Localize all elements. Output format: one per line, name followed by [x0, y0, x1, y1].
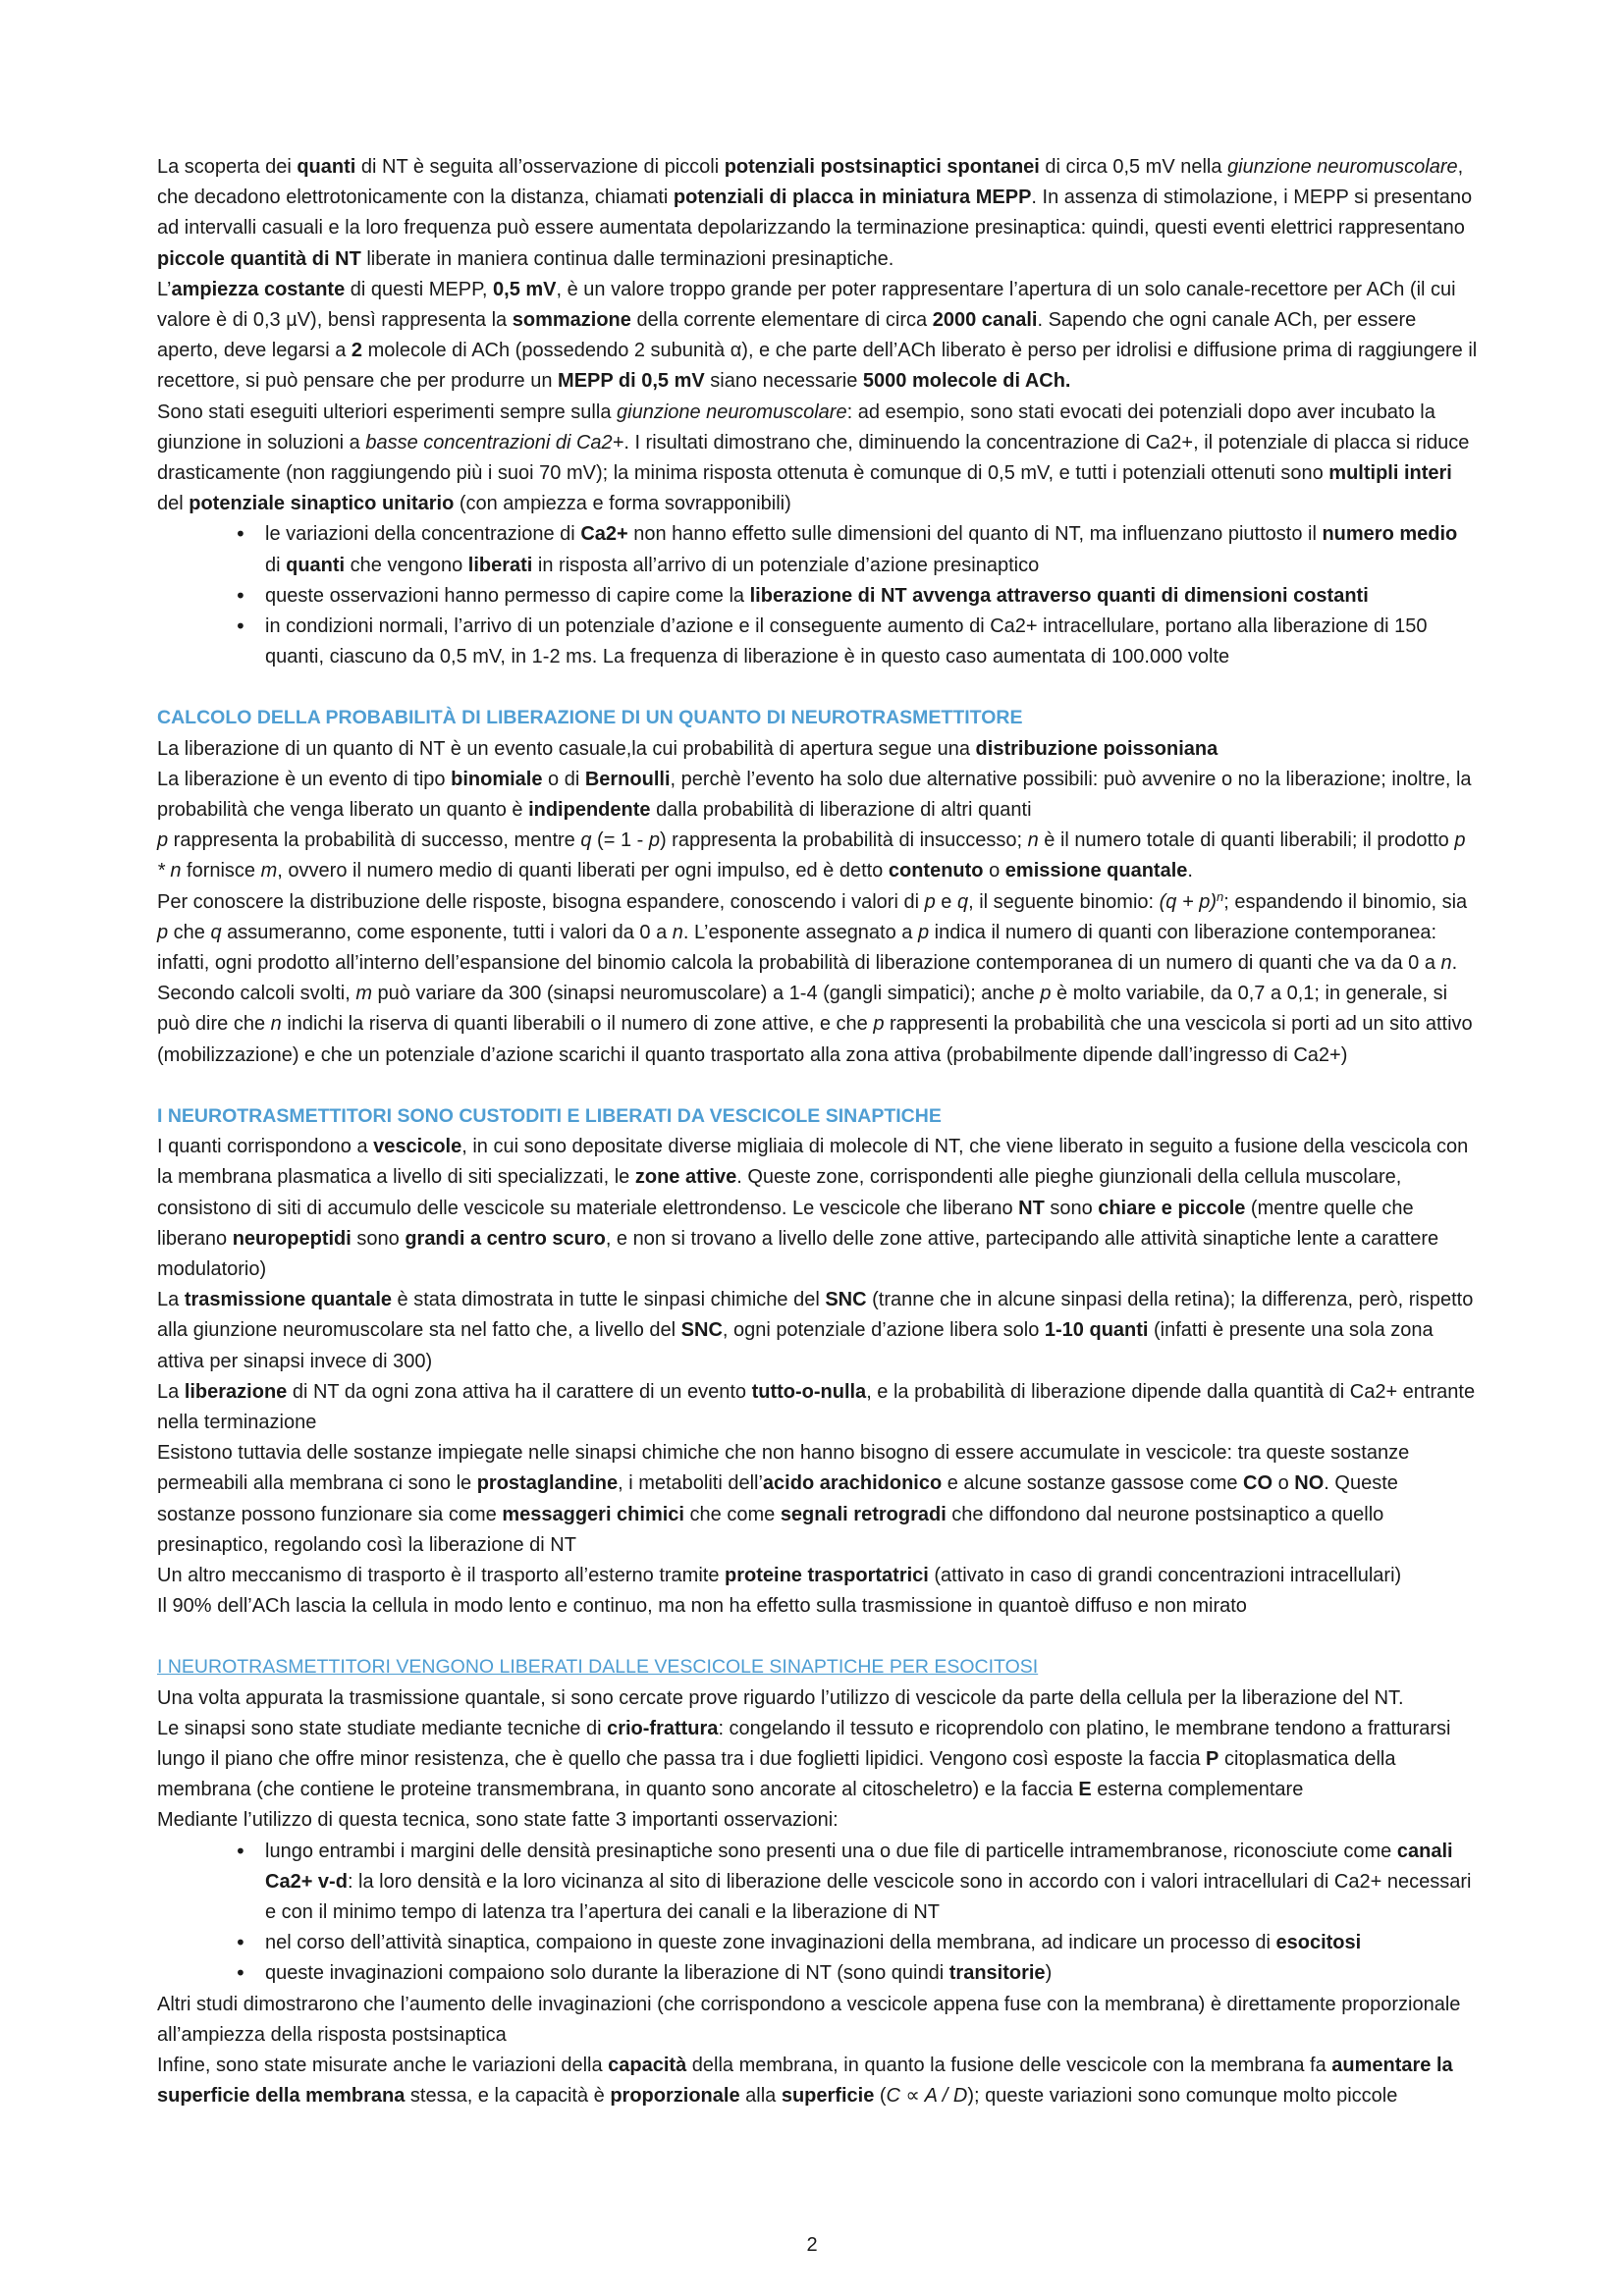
text-run: m: [260, 860, 278, 882]
text-run: molecole di ACh (possedendo 2 subunità α), e che parte dell’ACh liberato è perso per idrolisi e diffusione prima di raggiungere il recettore, si può pensare che per produrre un: [157, 340, 1478, 393]
section: [157, 703, 1478, 1070]
text-run: (: [874, 2085, 887, 2108]
text-run: siano necessarie: [704, 370, 863, 393]
text-run: Un altro meccanismo di trasporto è il trasporto all’esterno tramite: [157, 1564, 726, 1586]
text-run: (mentre quelle che liberano: [157, 1197, 1414, 1250]
text-run: MEPP di 0,5 mV: [558, 370, 705, 393]
text-run: giunzione neuromuscolare: [617, 400, 847, 423]
text-run: Una volta appurata la trasmissione quantale, si sono cercate prove riguardo l’utilizzo di vescicole da parte della cellula per la liberazione del NT.: [157, 1686, 1404, 1709]
text-run: canali Ca2+ v-d: [265, 1840, 1453, 1893]
text-run: lungo entrambi i margini delle densità presinaptiche sono presenti una o due file di particelle intramembranose, riconosciute come: [265, 1840, 1397, 1862]
text-run: potenziale sinaptico unitario: [189, 493, 455, 515]
text-run: NO: [1294, 1472, 1325, 1495]
text-run: neuropeptidi: [232, 1227, 352, 1250]
text-run: Il 90% dell’ACh lascia la cellula in modo lento e continuo, ma non ha effetto sulla trasmissione in quantoè diffuso e non mirato: [157, 1595, 1247, 1618]
text-run: p: [1040, 983, 1052, 1005]
text-run: P: [1206, 1747, 1219, 1770]
text-run: (con ampiezza e forma sovrapponibili): [454, 493, 791, 515]
paragraph: [157, 887, 1478, 980]
text-run: trasmissione quantale: [184, 1289, 392, 1311]
text-run: liberati: [467, 554, 533, 576]
text-run: del: [157, 493, 189, 515]
text-run: zone attive: [634, 1166, 737, 1189]
text-run: Bernoulli: [584, 768, 671, 790]
text-run: acido arachidonico: [762, 1472, 943, 1495]
text-run: nel corso dell’attività sinaptica, compaiono in queste zone invaginazioni della membrana, ad indicare un processo di: [265, 1932, 1276, 1954]
text-run: emissione quantale: [1004, 860, 1188, 882]
text-run: non hanno effetto sulle dimensioni del quanto di NT, ma influenzano piuttosto il: [627, 523, 1323, 546]
text-run: Esistono tuttavia delle sostanze impiegate nelle sinapsi chimiche che non hanno bisogno di essere accumulate in vescicole: tra queste sostanze permeabili alla membrana ci sono le: [157, 1442, 1410, 1495]
paragraph: [157, 1591, 1478, 1622]
list-item: [157, 612, 1478, 672]
text-run: esocitosi: [1275, 1932, 1362, 1954]
text-run: queste osservazioni hanno permesso di capire come la: [265, 584, 750, 607]
text-run: p * n: [157, 829, 1466, 882]
text-run: 2000 canali: [932, 309, 1038, 332]
section-heading: I NEUROTRASMETTITORI SONO CUSTODITI E LIBERATI DA VESCICOLE SINAPTICHE: [157, 1104, 942, 1127]
text-run: o: [983, 860, 1005, 882]
text-run: La liberazione di un quanto di NT è un evento casuale,la cui probabilità di apertura segue una: [157, 737, 976, 760]
page-number: 2: [806, 2234, 818, 2256]
text-run: sono: [1044, 1197, 1099, 1219]
text-run: p: [924, 890, 936, 913]
document-body: [157, 152, 1478, 2111]
text-run: , che decadono elettrotonicamente con la distanza, chiamati: [157, 156, 1464, 209]
text-run: che diffondono dal neurone postsinaptico a quello presinaptico, regolando così la liberazione di NT: [157, 1503, 1384, 1556]
text-run: potenziali di placca in miniatura MEPP: [673, 187, 1032, 209]
text-run: 5000 molecole di ACh.: [862, 370, 1071, 393]
text-run: capacità: [608, 2054, 687, 2076]
text-run: sommazione: [512, 309, 631, 332]
text-run: può variare da 300 (sinapsi neuromuscolare) a 1-4 (gangli simpatici); anche: [372, 983, 1041, 1005]
text-run: contenuto: [888, 860, 984, 882]
text-run: , e non si trovano a livello delle zone attive, partecipando alle attività sinaptiche lente a carattere modulatorio): [157, 1227, 1439, 1280]
text-run: , il seguente binomio:: [968, 890, 1160, 913]
text-run: La: [157, 1380, 185, 1403]
text-run: è il numero totale di quanti liberabili; il prodotto: [1038, 829, 1455, 852]
list-item: [157, 519, 1478, 580]
text-run: CO: [1243, 1472, 1273, 1495]
text-run: n: [1217, 888, 1224, 904]
text-run: Sono stati eseguiti ulteriori esperimenti sempre sulla: [157, 400, 617, 423]
text-run: p: [157, 829, 169, 852]
text-run: : ad esempio, sono stati evocati dei potenziali dopo aver incubato la giunzione in soluzioni a: [157, 400, 1435, 454]
text-run: , è un valore troppo grande per poter rappresentare l’apertura di un solo canale-recettore per ACh (il cui valore è di 0,3 µV), bensì rappresenta la: [157, 278, 1456, 332]
text-run: n: [270, 1013, 282, 1036]
text-run: liberate in maniera continua dalle terminazioni presinaptiche.: [360, 247, 894, 270]
text-run: di NT è seguita all’osservazione di piccoli: [355, 156, 725, 178]
text-run: (infatti è presente una sola zona attiva per sinapsi invece di 300): [157, 1319, 1434, 1372]
text-run: alla: [739, 2085, 782, 2108]
text-run: è molto variabile, da 0,7 a 0,1; in generale, si può dire che: [157, 983, 1448, 1036]
paragraph: [157, 1132, 1478, 1285]
paragraph: [157, 765, 1478, 826]
text-run: 1-10 quanti: [1044, 1319, 1149, 1342]
text-run: assumeranno, come esponente, tutti i valori da 0 a: [221, 921, 673, 943]
text-run: . Sapendo che ogni canale ACh, per essere aperto, deve legarsi a: [157, 309, 1417, 362]
text-run: E: [1078, 1779, 1092, 1801]
text-run: proteine trasportatrici: [725, 1564, 929, 1586]
paragraph: [157, 1683, 1478, 1714]
text-run: C ∝ A / D: [886, 2085, 968, 2108]
text-run: è stata dimostrata in tutte le sinpasi chimiche del: [392, 1289, 826, 1311]
text-run: (q + p): [1159, 890, 1217, 913]
text-run: piccole quantità di NT: [157, 247, 361, 270]
text-run: SNC: [680, 1319, 723, 1342]
bullet-list: [157, 519, 1478, 672]
text-run: giunzione neuromuscolare: [1227, 156, 1458, 178]
text-run: potenziali postsinaptici spontanei: [724, 156, 1040, 178]
text-run: , i metaboliti dell’: [618, 1472, 763, 1495]
text-run: p: [873, 1013, 885, 1036]
text-run: .: [1451, 952, 1458, 975]
text-run: aumentare la superficie della membrana: [157, 2054, 1453, 2108]
text-run: che vengono: [345, 554, 468, 576]
text-run: . Queste zone, corrispondenti alle pieghe giunzionali della cellula muscolare, consistono di siti di accumulo delle vescicole su materiale elettrondenso. Le vescicole che liberano: [157, 1166, 1402, 1219]
text-run: stessa, e la capacità è: [405, 2085, 611, 2108]
text-run: n: [1027, 829, 1039, 852]
text-run: in risposta all’arrivo di un potenziale d’azione presinaptico: [532, 554, 1040, 576]
text-run: . I risultati dimostrano che, diminuendo la concentrazione di Ca2+, il potenziale di placca si riduce drasticamente (non raggiungendo più i suoi 70 mV); la minima risposta ottenuta è comunque di 0,5 mV, e tutti i potenziali ottenuti sono: [157, 431, 1470, 485]
text-run: della membrana, in quanto la fusione delle vescicole con la membrana fa: [686, 2054, 1332, 2076]
text-run: , ogni potenziale d’azione libera solo: [722, 1319, 1045, 1342]
paragraph: [157, 1285, 1478, 1377]
paragraph: [157, 1805, 1478, 1836]
text-run: NT: [1018, 1197, 1045, 1219]
text-run: Ca2+: [580, 523, 628, 546]
text-run: 2: [351, 340, 363, 362]
text-run: indica il numero di quanti con liberazione contemporanea: infatti, ogni prodotto all’interno dell’espansione del binomio calcola la probabilità di liberazione contemporanea di un numero di quanti che va da 0 a: [157, 921, 1441, 975]
text-run: , ovvero il numero medio di quanti liberati per ogni impulso, ed è detto: [277, 860, 889, 882]
text-run: e: [935, 890, 957, 913]
paragraph: [157, 1561, 1478, 1591]
text-run: sono: [351, 1227, 406, 1250]
text-run: grandi a centro scuro: [405, 1227, 606, 1250]
text-run: e alcune sostanze gassose come: [942, 1472, 1244, 1495]
section-heading: CALCOLO DELLA PROBABILITÀ DI LIBERAZIONE DI UN QUANTO DI NEUROTRASMETTITORE: [157, 707, 1023, 729]
text-run: n: [1440, 952, 1452, 975]
text-run: , e la probabilità di liberazione dipende dalla quantità di Ca2+ entrante nella terminazione: [157, 1380, 1476, 1433]
text-run: Mediante l’utilizzo di questa tecnica, sono state fatte 3 importanti osservazioni:: [157, 1809, 839, 1832]
text-run: : congelando il tessuto e ricoprendolo con platino, le membrane tendono a fratturarsi lungo il piano che offre minor resistenza, che è quello che passa tra i due foglietti lipidici. Vengono così esposte la faccia: [157, 1717, 1451, 1770]
section: [157, 152, 1478, 672]
text-run: di: [265, 554, 287, 576]
text-run: 0,5 mV: [493, 278, 557, 300]
section: [157, 1652, 1478, 2111]
text-run: ); queste variazioni sono comunque molto piccole: [967, 2085, 1398, 2108]
text-run: Le sinapsi sono state studiate mediante tecniche di: [157, 1717, 608, 1739]
paragraph: [157, 1377, 1478, 1438]
text-run: proporzionale: [610, 2085, 740, 2108]
text-run: vescicole: [373, 1136, 462, 1158]
text-run: messaggeri chimici: [502, 1503, 684, 1525]
text-run: indipendente: [528, 799, 651, 822]
text-run: crio-frattura: [607, 1717, 719, 1739]
paragraph: [157, 2051, 1478, 2111]
text-run: Infine, sono state misurate anche le variazioni della: [157, 2054, 609, 2076]
text-run: prostaglandine: [476, 1472, 619, 1495]
text-run: (attivato in caso di grandi concentrazioni intracellulari): [928, 1564, 1402, 1586]
text-run: di questi MEPP,: [345, 278, 494, 300]
paragraph: [157, 1990, 1478, 2051]
text-run: p: [157, 921, 169, 943]
text-run: chiare e piccole: [1098, 1197, 1246, 1219]
text-run: . L’esponente assegnato a: [682, 921, 918, 943]
text-run: rappresenti la probabilità che una vescicola si porti ad un sito attivo (mobilizzazione) e che un potenziale d’azione scarichi il quanto trasportato alla zona attiva (probabilmente dipende dall’ingresso di Ca2+): [157, 1013, 1473, 1066]
text-run: transitorie: [948, 1962, 1046, 1985]
list-item: [157, 581, 1478, 612]
paragraph: [157, 826, 1478, 886]
text-run: numero medio: [1322, 523, 1458, 546]
list-item: [157, 1958, 1478, 1989]
text-run: che: [168, 921, 211, 943]
text-run: , perchè l’evento ha solo due alternative possibili: può avvenire o no la liberazione; inoltre, la probabilità che venga liberato un quanto è: [157, 768, 1472, 822]
list-item: [157, 1837, 1478, 1929]
text-run: quanti: [297, 156, 356, 178]
text-run: o di: [542, 768, 585, 790]
text-run: distribuzione poissoniana: [975, 737, 1218, 760]
text-run: ) rappresenta la probabilità di insuccesso;: [659, 829, 1028, 852]
text-run: rappresenta la probabilità di successo, mentre: [168, 829, 581, 852]
text-run: I quanti corrispondono a: [157, 1136, 374, 1158]
text-run: p: [917, 921, 930, 943]
text-run: La scoperta dei: [157, 156, 298, 178]
list-item: [157, 1928, 1478, 1958]
text-run: binomiale: [451, 768, 543, 790]
text-run: basse concentrazioni di Ca2+: [365, 431, 624, 454]
paragraph: [157, 1438, 1478, 1561]
text-run: liberazione: [184, 1380, 288, 1403]
text-run: Altri studi dimostrarono che l’aumento delle invaginazioni (che corrispondono a vescicole appena fuse con la membrana) è direttamente proporzionale all’ampiezza della risposta postsinaptica: [157, 1993, 1461, 2046]
paragraph: [157, 979, 1478, 1071]
text-run: : la loro densità e la loro vicinanza al sito di liberazione delle vescicole sono in accordo con i valori intracellulari di Ca2+ necessari e con il minimo tempo di latenza tra l’apertura dei canali e la liberazione di NT: [265, 1870, 1472, 1923]
section: [157, 1101, 1478, 1622]
text-run: (tranne che in alcune sinpasi della retina); la differenza, però, rispetto alla giunzione neuromuscolare sta nel fatto che, a livello del: [157, 1289, 1474, 1342]
text-run: indichi la riserva di quanti liberabili o il numero di zone attive, e che: [281, 1013, 874, 1036]
text-run: . In assenza di stimolazione, i MEPP si presentano ad intervalli casuali e la loro frequenza può essere aumentata depolarizzando la terminazione presinaptica: quindi, questi eventi elettrici rappresentano: [157, 187, 1473, 240]
text-run: Secondo calcoli svolti,: [157, 983, 356, 1005]
text-run: q: [956, 890, 969, 913]
text-run: dalla probabilità di liberazione di altri quanti: [650, 799, 1032, 822]
text-run: .: [1187, 860, 1193, 882]
text-run: L’: [157, 278, 172, 300]
text-run: q: [210, 921, 222, 943]
bullet-list: [157, 1837, 1478, 1990]
text-run: La liberazione è un evento di tipo: [157, 768, 452, 790]
text-run: m: [355, 983, 372, 1005]
text-run: . Queste sostanze possono funzionare sia come: [157, 1472, 1398, 1525]
text-run: quanti: [286, 554, 346, 576]
section-heading: I NEUROTRASMETTITORI VENGONO LIBERATI DALLE VESCICOLE SINAPTICHE PER ESOCITOSI: [157, 1656, 1039, 1679]
text-run: o: [1272, 1472, 1295, 1495]
text-run: di NT da ogni zona attiva ha il carattere di un evento: [287, 1380, 752, 1403]
text-run: che come: [683, 1503, 781, 1525]
text-run: di circa 0,5 mV nella: [1039, 156, 1228, 178]
text-run: queste invaginazioni compaiono solo durante la liberazione di NT (sono quindi: [265, 1962, 949, 1985]
text-run: fornisce: [181, 860, 261, 882]
text-run: citoplasmatica della membrana (che contiene le proteine transmembrana, in quanto sono ancorate al citoscheletro) e la faccia: [157, 1747, 1396, 1801]
text-run: in condizioni normali, l’arrivo di un potenziale d’azione e il conseguente aumento di Ca2+ intracellulare, portano alla liberazione di 150 quanti, ciascuno da 0,5 mV, in 1-2 ms. La frequenza di liberazione è in questo caso aumentata di 100.000 volte: [265, 615, 1428, 668]
text-run: , in cui sono depositate diverse migliaia di molecole di NT, che viene liberato in seguito a fusione della vescicola con la membrana plasmatica a livello di siti specializzati, le: [157, 1136, 1469, 1189]
text-run: le variazioni della concentrazione di: [265, 523, 581, 546]
text-run: tutto-o-nulla: [751, 1380, 867, 1403]
text-run: della corrente elementare di circa: [630, 309, 933, 332]
paragraph: [157, 1714, 1478, 1806]
text-run: La: [157, 1289, 185, 1311]
paragraph: [157, 275, 1478, 398]
paragraph: [157, 152, 1478, 275]
paragraph: [157, 734, 1478, 765]
text-run: SNC: [825, 1289, 867, 1311]
text-run: (= 1 -: [591, 829, 649, 852]
paragraph: [157, 398, 1478, 520]
text-run: Per conoscere la distribuzione delle risposte, bisogna espandere, conoscendo i valori di: [157, 890, 925, 913]
text-run: n: [672, 921, 683, 943]
text-run: liberazione di NT avvenga attraverso quanti di dimensioni costanti: [749, 584, 1369, 607]
text-run: p: [648, 829, 660, 852]
text-run: esterna complementare: [1091, 1779, 1304, 1801]
text-run: superficie: [781, 2085, 875, 2108]
text-run: multipli interi: [1328, 462, 1452, 485]
text-run: ; espandendo il binomio, sia: [1223, 890, 1468, 913]
text-run: q: [580, 829, 592, 852]
text-run: ampiezza costante: [171, 278, 346, 300]
text-run: ): [1045, 1962, 1053, 1985]
text-run: segnali retrogradi: [780, 1503, 947, 1525]
